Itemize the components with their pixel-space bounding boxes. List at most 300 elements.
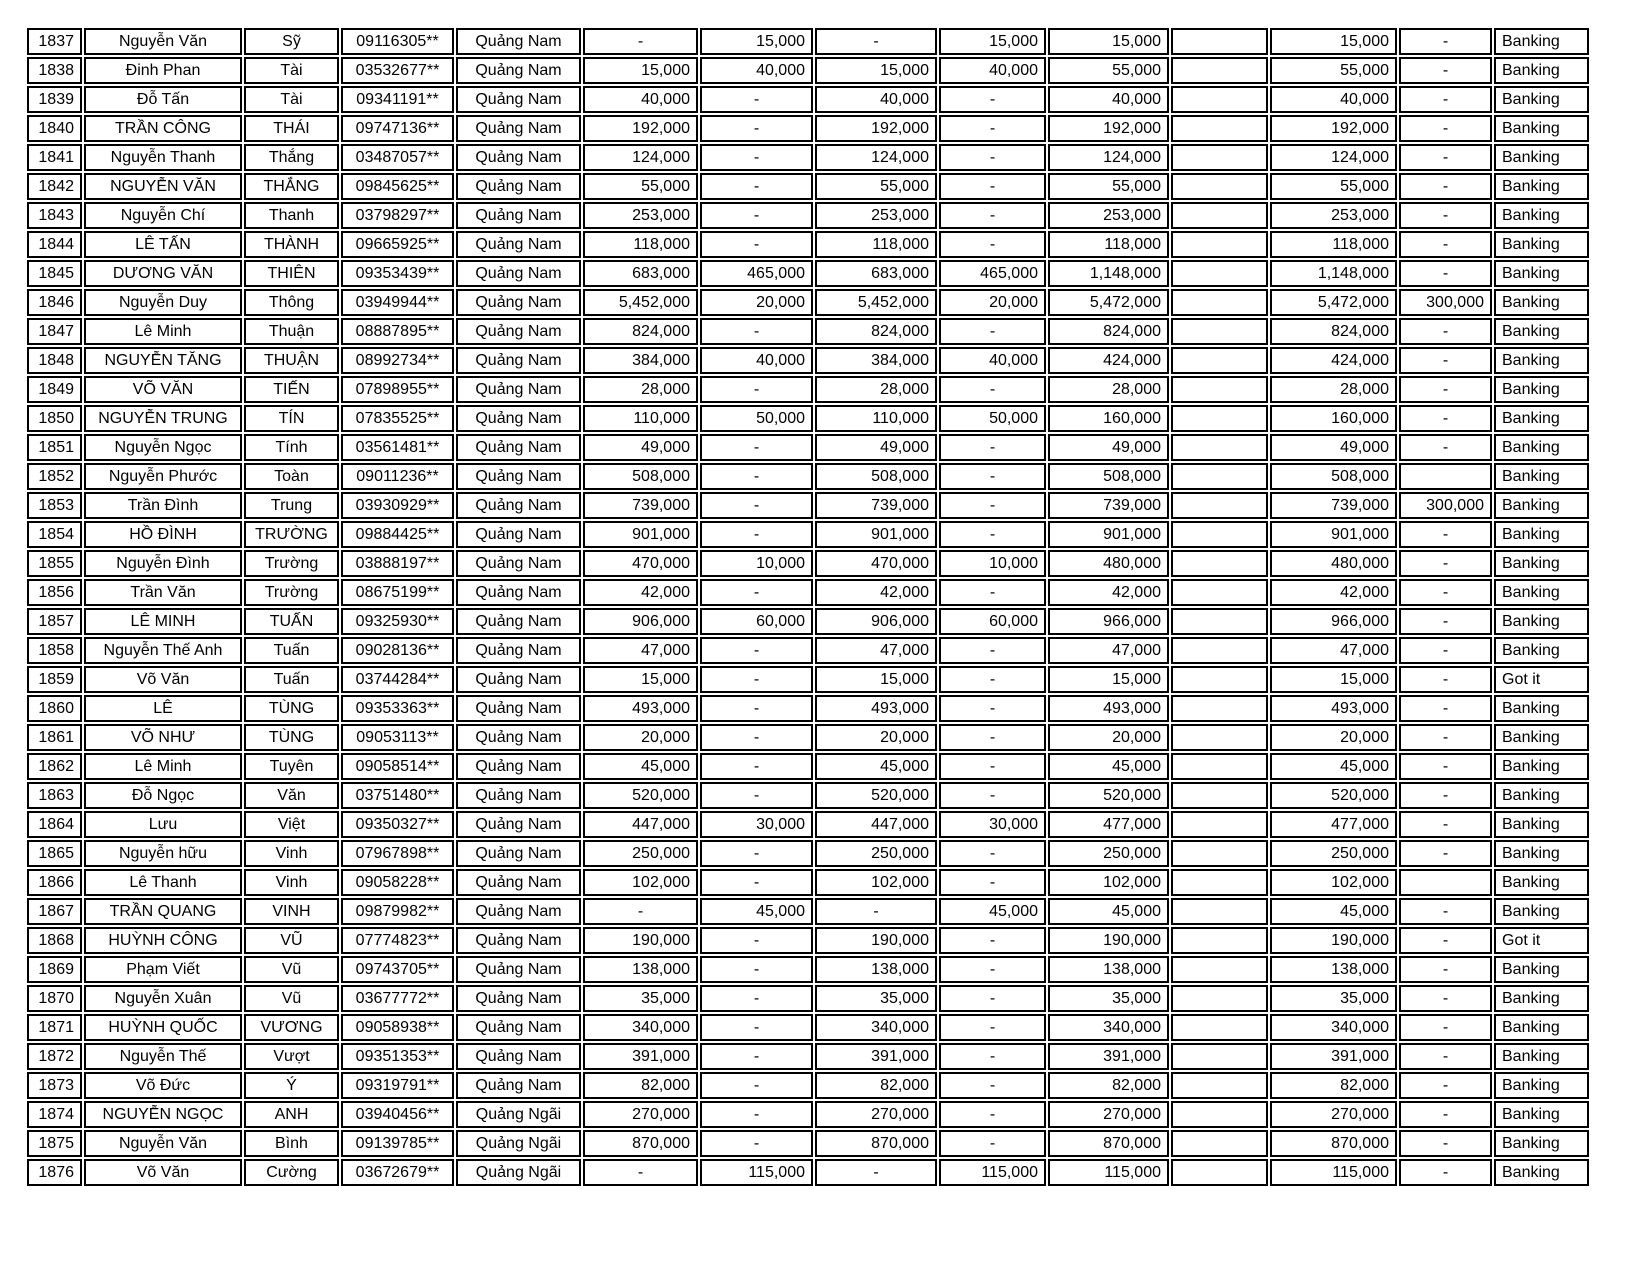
- cell-amount-3[interactable]: -: [815, 1159, 937, 1186]
- cell-amount-4[interactable]: -: [939, 434, 1046, 461]
- cell-first-name[interactable]: VŨ: [244, 927, 339, 954]
- cell-amount-1[interactable]: 384,000: [583, 347, 698, 374]
- cell-amount-3[interactable]: 683,000: [815, 260, 937, 287]
- cell-last-middle-name[interactable]: LÊ: [84, 695, 242, 722]
- cell-amount-2[interactable]: -: [700, 666, 813, 693]
- cell-amount-3[interactable]: 102,000: [815, 869, 937, 896]
- cell-amount-4[interactable]: -: [939, 521, 1046, 548]
- cell-amount-3[interactable]: 906,000: [815, 608, 937, 635]
- cell-total-confirm[interactable]: 966,000: [1270, 608, 1397, 635]
- cell-amount-2[interactable]: -: [700, 782, 813, 809]
- cell-amount-4[interactable]: -: [939, 231, 1046, 258]
- cell-amount-3[interactable]: 45,000: [815, 753, 937, 780]
- cell-status[interactable]: Banking: [1494, 57, 1589, 84]
- cell-amount-3[interactable]: 55,000: [815, 173, 937, 200]
- cell-phone-masked[interactable]: 09325930**: [341, 608, 454, 635]
- cell-amount-2[interactable]: -: [700, 318, 813, 345]
- cell-total[interactable]: 5,472,000: [1048, 289, 1169, 316]
- cell-amount-2[interactable]: -: [700, 1043, 813, 1070]
- cell-blank[interactable]: [1171, 1159, 1268, 1186]
- cell-total-confirm[interactable]: 115,000: [1270, 1159, 1397, 1186]
- cell-first-name[interactable]: THẮNG: [244, 173, 339, 200]
- cell-total-confirm[interactable]: 82,000: [1270, 1072, 1397, 1099]
- cell-first-name[interactable]: VƯƠNG: [244, 1014, 339, 1041]
- cell-amount-1[interactable]: -: [583, 898, 698, 925]
- cell-amount-3[interactable]: 49,000: [815, 434, 937, 461]
- cell-amount-3[interactable]: 35,000: [815, 985, 937, 1012]
- cell-province[interactable]: Quảng Nam: [456, 550, 581, 577]
- cell-note-amount[interactable]: -: [1399, 840, 1492, 867]
- cell-first-name[interactable]: Trung: [244, 492, 339, 519]
- cell-total-confirm[interactable]: 102,000: [1270, 869, 1397, 896]
- cell-last-middle-name[interactable]: DƯƠNG VĂN: [84, 260, 242, 287]
- cell-total[interactable]: 45,000: [1048, 753, 1169, 780]
- cell-last-middle-name[interactable]: Nguyễn Thế Anh: [84, 637, 242, 664]
- cell-province[interactable]: Quảng Nam: [456, 376, 581, 403]
- cell-blank[interactable]: [1171, 202, 1268, 229]
- cell-row-id[interactable]: 1862: [27, 753, 82, 780]
- cell-note-amount[interactable]: -: [1399, 753, 1492, 780]
- cell-note-amount[interactable]: -: [1399, 985, 1492, 1012]
- cell-total-confirm[interactable]: 508,000: [1270, 463, 1397, 490]
- cell-row-id[interactable]: 1873: [27, 1072, 82, 1099]
- cell-amount-3[interactable]: 447,000: [815, 811, 937, 838]
- cell-total-confirm[interactable]: 42,000: [1270, 579, 1397, 606]
- cell-blank[interactable]: [1171, 28, 1268, 55]
- cell-note-amount[interactable]: 300,000: [1399, 492, 1492, 519]
- cell-blank[interactable]: [1171, 376, 1268, 403]
- cell-phone-masked[interactable]: 09116305**: [341, 28, 454, 55]
- cell-phone-masked[interactable]: 08992734**: [341, 347, 454, 374]
- cell-blank[interactable]: [1171, 637, 1268, 664]
- cell-amount-1[interactable]: 447,000: [583, 811, 698, 838]
- cell-first-name[interactable]: TIẾN: [244, 376, 339, 403]
- cell-phone-masked[interactable]: 08675199**: [341, 579, 454, 606]
- cell-amount-4[interactable]: -: [939, 376, 1046, 403]
- cell-blank[interactable]: [1171, 260, 1268, 287]
- cell-total[interactable]: 138,000: [1048, 956, 1169, 983]
- cell-amount-4[interactable]: -: [939, 869, 1046, 896]
- cell-amount-4[interactable]: -: [939, 637, 1046, 664]
- cell-amount-1[interactable]: 520,000: [583, 782, 698, 809]
- cell-phone-masked[interactable]: 09747136**: [341, 115, 454, 142]
- cell-last-middle-name[interactable]: Nguyễn Văn: [84, 1130, 242, 1157]
- cell-amount-2[interactable]: -: [700, 492, 813, 519]
- cell-row-id[interactable]: 1858: [27, 637, 82, 664]
- cell-status[interactable]: Banking: [1494, 1072, 1589, 1099]
- cell-status[interactable]: Banking: [1494, 521, 1589, 548]
- cell-total[interactable]: 45,000: [1048, 898, 1169, 925]
- cell-amount-2[interactable]: 50,000: [700, 405, 813, 432]
- cell-last-middle-name[interactable]: Nguyễn Chí: [84, 202, 242, 229]
- cell-status[interactable]: Banking: [1494, 318, 1589, 345]
- cell-last-middle-name[interactable]: Lê Thanh: [84, 869, 242, 896]
- cell-total-confirm[interactable]: 45,000: [1270, 898, 1397, 925]
- cell-total-confirm[interactable]: 124,000: [1270, 144, 1397, 171]
- cell-last-middle-name[interactable]: Nguyễn Đình: [84, 550, 242, 577]
- cell-amount-2[interactable]: -: [700, 1014, 813, 1041]
- cell-province[interactable]: Quảng Ngãi: [456, 1101, 581, 1128]
- cell-total[interactable]: 480,000: [1048, 550, 1169, 577]
- cell-last-middle-name[interactable]: NGUYỄN NGỌC: [84, 1101, 242, 1128]
- cell-phone-masked[interactable]: 03532677**: [341, 57, 454, 84]
- cell-note-amount[interactable]: -: [1399, 318, 1492, 345]
- cell-province[interactable]: Quảng Nam: [456, 1014, 581, 1041]
- cell-status[interactable]: Banking: [1494, 724, 1589, 751]
- cell-amount-1[interactable]: 5,452,000: [583, 289, 698, 316]
- cell-amount-4[interactable]: -: [939, 1101, 1046, 1128]
- cell-total[interactable]: 42,000: [1048, 579, 1169, 606]
- cell-amount-1[interactable]: 391,000: [583, 1043, 698, 1070]
- cell-blank[interactable]: [1171, 579, 1268, 606]
- cell-last-middle-name[interactable]: NGUYỄN TRUNG: [84, 405, 242, 432]
- cell-row-id[interactable]: 1857: [27, 608, 82, 635]
- cell-amount-4[interactable]: -: [939, 1072, 1046, 1099]
- cell-amount-4[interactable]: -: [939, 1014, 1046, 1041]
- cell-province[interactable]: Quảng Nam: [456, 666, 581, 693]
- cell-first-name[interactable]: Sỹ: [244, 28, 339, 55]
- cell-total[interactable]: 477,000: [1048, 811, 1169, 838]
- cell-total-confirm[interactable]: 35,000: [1270, 985, 1397, 1012]
- cell-province[interactable]: Quảng Nam: [456, 260, 581, 287]
- cell-amount-2[interactable]: -: [700, 173, 813, 200]
- cell-amount-1[interactable]: 15,000: [583, 666, 698, 693]
- cell-total[interactable]: 40,000: [1048, 86, 1169, 113]
- cell-status[interactable]: Banking: [1494, 405, 1589, 432]
- cell-row-id[interactable]: 1872: [27, 1043, 82, 1070]
- cell-province[interactable]: Quảng Nam: [456, 347, 581, 374]
- cell-amount-2[interactable]: -: [700, 144, 813, 171]
- cell-row-id[interactable]: 1838: [27, 57, 82, 84]
- cell-note-amount[interactable]: -: [1399, 1043, 1492, 1070]
- cell-status[interactable]: Banking: [1494, 1043, 1589, 1070]
- cell-row-id[interactable]: 1870: [27, 985, 82, 1012]
- cell-row-id[interactable]: 1865: [27, 840, 82, 867]
- cell-phone-masked[interactable]: 09319791**: [341, 1072, 454, 1099]
- cell-last-middle-name[interactable]: Đỗ Tấn: [84, 86, 242, 113]
- cell-first-name[interactable]: TUẤN: [244, 608, 339, 635]
- cell-province[interactable]: Quảng Nam: [456, 289, 581, 316]
- cell-total-confirm[interactable]: 55,000: [1270, 173, 1397, 200]
- cell-last-middle-name[interactable]: Nguyễn Ngọc: [84, 434, 242, 461]
- cell-first-name[interactable]: TÙNG: [244, 724, 339, 751]
- cell-amount-4[interactable]: -: [939, 115, 1046, 142]
- cell-amount-3[interactable]: 138,000: [815, 956, 937, 983]
- cell-province[interactable]: Quảng Nam: [456, 811, 581, 838]
- cell-row-id[interactable]: 1849: [27, 376, 82, 403]
- cell-amount-2[interactable]: -: [700, 376, 813, 403]
- cell-first-name[interactable]: Thắng: [244, 144, 339, 171]
- cell-last-middle-name[interactable]: Nguyễn Phước: [84, 463, 242, 490]
- cell-phone-masked[interactable]: 09353363**: [341, 695, 454, 722]
- cell-note-amount[interactable]: -: [1399, 898, 1492, 925]
- cell-row-id[interactable]: 1847: [27, 318, 82, 345]
- cell-note-amount[interactable]: -: [1399, 1014, 1492, 1041]
- cell-total-confirm[interactable]: 250,000: [1270, 840, 1397, 867]
- cell-blank[interactable]: [1171, 869, 1268, 896]
- cell-total-confirm[interactable]: 340,000: [1270, 1014, 1397, 1041]
- cell-total[interactable]: 102,000: [1048, 869, 1169, 896]
- cell-first-name[interactable]: THÁI: [244, 115, 339, 142]
- cell-total[interactable]: 870,000: [1048, 1130, 1169, 1157]
- cell-note-amount[interactable]: -: [1399, 1072, 1492, 1099]
- cell-status[interactable]: Banking: [1494, 956, 1589, 983]
- cell-total-confirm[interactable]: 493,000: [1270, 695, 1397, 722]
- cell-phone-masked[interactable]: 09884425**: [341, 521, 454, 548]
- cell-amount-1[interactable]: 253,000: [583, 202, 698, 229]
- cell-amount-1[interactable]: 138,000: [583, 956, 698, 983]
- cell-note-amount[interactable]: -: [1399, 115, 1492, 142]
- cell-amount-3[interactable]: 15,000: [815, 666, 937, 693]
- cell-note-amount[interactable]: -: [1399, 231, 1492, 258]
- cell-amount-3[interactable]: 28,000: [815, 376, 937, 403]
- cell-note-amount[interactable]: -: [1399, 1130, 1492, 1157]
- cell-amount-1[interactable]: 49,000: [583, 434, 698, 461]
- cell-note-amount[interactable]: -: [1399, 202, 1492, 229]
- cell-amount-3[interactable]: 870,000: [815, 1130, 937, 1157]
- cell-total-confirm[interactable]: 28,000: [1270, 376, 1397, 403]
- cell-province[interactable]: Quảng Nam: [456, 434, 581, 461]
- cell-total-confirm[interactable]: 901,000: [1270, 521, 1397, 548]
- cell-status[interactable]: Banking: [1494, 1101, 1589, 1128]
- cell-phone-masked[interactable]: 09028136**: [341, 637, 454, 664]
- cell-total[interactable]: 520,000: [1048, 782, 1169, 809]
- cell-amount-2[interactable]: -: [700, 724, 813, 751]
- cell-status[interactable]: Banking: [1494, 811, 1589, 838]
- cell-amount-3[interactable]: 47,000: [815, 637, 937, 664]
- cell-amount-2[interactable]: -: [700, 115, 813, 142]
- cell-row-id[interactable]: 1850: [27, 405, 82, 432]
- cell-row-id[interactable]: 1841: [27, 144, 82, 171]
- cell-amount-1[interactable]: 683,000: [583, 260, 698, 287]
- cell-amount-4[interactable]: -: [939, 492, 1046, 519]
- cell-first-name[interactable]: Tuấn: [244, 637, 339, 664]
- cell-total[interactable]: 391,000: [1048, 1043, 1169, 1070]
- cell-note-amount[interactable]: -: [1399, 405, 1492, 432]
- cell-phone-masked[interactable]: 09351353**: [341, 1043, 454, 1070]
- cell-amount-4[interactable]: -: [939, 1043, 1046, 1070]
- cell-last-middle-name[interactable]: Võ Văn: [84, 666, 242, 693]
- cell-last-middle-name[interactable]: Nguyễn Thanh: [84, 144, 242, 171]
- cell-phone-masked[interactable]: 07898955**: [341, 376, 454, 403]
- cell-amount-2[interactable]: -: [700, 86, 813, 113]
- cell-total-confirm[interactable]: 55,000: [1270, 57, 1397, 84]
- cell-phone-masked[interactable]: 03561481**: [341, 434, 454, 461]
- cell-amount-3[interactable]: 470,000: [815, 550, 937, 577]
- cell-amount-1[interactable]: 739,000: [583, 492, 698, 519]
- cell-province[interactable]: Quảng Nam: [456, 840, 581, 867]
- cell-status[interactable]: Banking: [1494, 753, 1589, 780]
- cell-note-amount[interactable]: -: [1399, 1159, 1492, 1186]
- cell-amount-2[interactable]: 40,000: [700, 347, 813, 374]
- cell-blank[interactable]: [1171, 724, 1268, 751]
- cell-amount-4[interactable]: -: [939, 202, 1046, 229]
- cell-amount-3[interactable]: 384,000: [815, 347, 937, 374]
- cell-first-name[interactable]: THUẬN: [244, 347, 339, 374]
- cell-first-name[interactable]: Thanh: [244, 202, 339, 229]
- cell-note-amount[interactable]: -: [1399, 724, 1492, 751]
- cell-amount-2[interactable]: 30,000: [700, 811, 813, 838]
- cell-first-name[interactable]: Vũ: [244, 985, 339, 1012]
- cell-row-id[interactable]: 1843: [27, 202, 82, 229]
- cell-amount-3[interactable]: 124,000: [815, 144, 937, 171]
- cell-province[interactable]: Quảng Nam: [456, 695, 581, 722]
- cell-first-name[interactable]: ANH: [244, 1101, 339, 1128]
- cell-amount-1[interactable]: 118,000: [583, 231, 698, 258]
- cell-row-id[interactable]: 1869: [27, 956, 82, 983]
- cell-first-name[interactable]: Vũ: [244, 956, 339, 983]
- cell-amount-1[interactable]: 906,000: [583, 608, 698, 635]
- cell-province[interactable]: Quảng Nam: [456, 985, 581, 1012]
- cell-last-middle-name[interactable]: Đinh Phan: [84, 57, 242, 84]
- cell-total[interactable]: 15,000: [1048, 666, 1169, 693]
- cell-total-confirm[interactable]: 192,000: [1270, 115, 1397, 142]
- cell-total[interactable]: 190,000: [1048, 927, 1169, 954]
- cell-blank[interactable]: [1171, 405, 1268, 432]
- cell-amount-1[interactable]: 270,000: [583, 1101, 698, 1128]
- cell-total-confirm[interactable]: 739,000: [1270, 492, 1397, 519]
- cell-phone-masked[interactable]: 09011236**: [341, 463, 454, 490]
- cell-status[interactable]: Banking: [1494, 173, 1589, 200]
- cell-last-middle-name[interactable]: Nguyễn Xuân: [84, 985, 242, 1012]
- cell-last-middle-name[interactable]: NGUYỄN VĂN: [84, 173, 242, 200]
- cell-note-amount[interactable]: -: [1399, 927, 1492, 954]
- cell-blank[interactable]: [1171, 492, 1268, 519]
- cell-phone-masked[interactable]: 09058514**: [341, 753, 454, 780]
- cell-last-middle-name[interactable]: Nguyễn Duy: [84, 289, 242, 316]
- cell-amount-3[interactable]: -: [815, 28, 937, 55]
- cell-blank[interactable]: [1171, 173, 1268, 200]
- cell-blank[interactable]: [1171, 144, 1268, 171]
- cell-amount-4[interactable]: 50,000: [939, 405, 1046, 432]
- cell-first-name[interactable]: TRƯỜNG: [244, 521, 339, 548]
- cell-amount-3[interactable]: 82,000: [815, 1072, 937, 1099]
- cell-amount-2[interactable]: -: [700, 1101, 813, 1128]
- cell-blank[interactable]: [1171, 57, 1268, 84]
- cell-row-id[interactable]: 1864: [27, 811, 82, 838]
- cell-row-id[interactable]: 1876: [27, 1159, 82, 1186]
- cell-amount-1[interactable]: 250,000: [583, 840, 698, 867]
- cell-status[interactable]: Banking: [1494, 782, 1589, 809]
- cell-last-middle-name[interactable]: Đỗ Ngọc: [84, 782, 242, 809]
- cell-first-name[interactable]: TÍN: [244, 405, 339, 432]
- cell-amount-2[interactable]: -: [700, 840, 813, 867]
- cell-amount-1[interactable]: 40,000: [583, 86, 698, 113]
- cell-amount-3[interactable]: 391,000: [815, 1043, 937, 1070]
- cell-row-id[interactable]: 1855: [27, 550, 82, 577]
- cell-province[interactable]: Quảng Nam: [456, 173, 581, 200]
- cell-total-confirm[interactable]: 5,472,000: [1270, 289, 1397, 316]
- cell-blank[interactable]: [1171, 1130, 1268, 1157]
- cell-amount-3[interactable]: 253,000: [815, 202, 937, 229]
- cell-amount-4[interactable]: 30,000: [939, 811, 1046, 838]
- cell-amount-4[interactable]: 20,000: [939, 289, 1046, 316]
- cell-note-amount[interactable]: -: [1399, 782, 1492, 809]
- cell-note-amount[interactable]: [1399, 463, 1492, 490]
- cell-province[interactable]: Quảng Nam: [456, 579, 581, 606]
- cell-total[interactable]: 424,000: [1048, 347, 1169, 374]
- cell-amount-3[interactable]: 118,000: [815, 231, 937, 258]
- cell-blank[interactable]: [1171, 840, 1268, 867]
- cell-status[interactable]: Banking: [1494, 840, 1589, 867]
- cell-status[interactable]: Banking: [1494, 1014, 1589, 1041]
- cell-last-middle-name[interactable]: HỒ ĐÌNH: [84, 521, 242, 548]
- cell-note-amount[interactable]: -: [1399, 86, 1492, 113]
- cell-amount-2[interactable]: -: [700, 956, 813, 983]
- cell-note-amount[interactable]: -: [1399, 811, 1492, 838]
- cell-blank[interactable]: [1171, 608, 1268, 635]
- cell-note-amount[interactable]: -: [1399, 521, 1492, 548]
- cell-province[interactable]: Quảng Nam: [456, 724, 581, 751]
- cell-row-id[interactable]: 1875: [27, 1130, 82, 1157]
- cell-amount-1[interactable]: 20,000: [583, 724, 698, 751]
- cell-amount-4[interactable]: 15,000: [939, 28, 1046, 55]
- cell-first-name[interactable]: Tài: [244, 57, 339, 84]
- cell-amount-4[interactable]: -: [939, 666, 1046, 693]
- cell-status[interactable]: Banking: [1494, 869, 1589, 896]
- cell-row-id[interactable]: 1868: [27, 927, 82, 954]
- cell-amount-4[interactable]: 40,000: [939, 347, 1046, 374]
- cell-total-confirm[interactable]: 391,000: [1270, 1043, 1397, 1070]
- cell-note-amount[interactable]: -: [1399, 376, 1492, 403]
- cell-status[interactable]: Banking: [1494, 985, 1589, 1012]
- cell-row-id[interactable]: 1861: [27, 724, 82, 751]
- cell-note-amount[interactable]: -: [1399, 695, 1492, 722]
- cell-last-middle-name[interactable]: VÕ NHƯ: [84, 724, 242, 751]
- cell-status[interactable]: Banking: [1494, 463, 1589, 490]
- cell-note-amount[interactable]: -: [1399, 666, 1492, 693]
- cell-first-name[interactable]: Vượt: [244, 1043, 339, 1070]
- cell-total[interactable]: 192,000: [1048, 115, 1169, 142]
- cell-province[interactable]: Quảng Ngãi: [456, 1159, 581, 1186]
- cell-phone-masked[interactable]: 09058938**: [341, 1014, 454, 1041]
- cell-amount-1[interactable]: 124,000: [583, 144, 698, 171]
- cell-blank[interactable]: [1171, 666, 1268, 693]
- cell-note-amount[interactable]: -: [1399, 608, 1492, 635]
- cell-phone-masked[interactable]: 09139785**: [341, 1130, 454, 1157]
- cell-amount-3[interactable]: 40,000: [815, 86, 937, 113]
- cell-province[interactable]: Quảng Nam: [456, 608, 581, 635]
- cell-amount-1[interactable]: 192,000: [583, 115, 698, 142]
- cell-row-id[interactable]: 1848: [27, 347, 82, 374]
- cell-amount-2[interactable]: -: [700, 637, 813, 664]
- cell-amount-4[interactable]: -: [939, 579, 1046, 606]
- cell-total-confirm[interactable]: 824,000: [1270, 318, 1397, 345]
- cell-amount-4[interactable]: -: [939, 985, 1046, 1012]
- cell-phone-masked[interactable]: 09879982**: [341, 898, 454, 925]
- cell-amount-4[interactable]: 10,000: [939, 550, 1046, 577]
- cell-total[interactable]: 160,000: [1048, 405, 1169, 432]
- cell-status[interactable]: Banking: [1494, 86, 1589, 113]
- cell-row-id[interactable]: 1840: [27, 115, 82, 142]
- cell-amount-2[interactable]: -: [700, 1072, 813, 1099]
- cell-amount-3[interactable]: 508,000: [815, 463, 937, 490]
- cell-province[interactable]: Quảng Nam: [456, 492, 581, 519]
- cell-first-name[interactable]: THÀNH: [244, 231, 339, 258]
- cell-last-middle-name[interactable]: LÊ MINH: [84, 608, 242, 635]
- cell-status[interactable]: Banking: [1494, 434, 1589, 461]
- cell-note-amount[interactable]: -: [1399, 260, 1492, 287]
- cell-total[interactable]: 20,000: [1048, 724, 1169, 751]
- cell-amount-2[interactable]: -: [700, 521, 813, 548]
- cell-last-middle-name[interactable]: LÊ TẤN: [84, 231, 242, 258]
- cell-status[interactable]: Banking: [1494, 347, 1589, 374]
- cell-amount-1[interactable]: 340,000: [583, 1014, 698, 1041]
- cell-amount-1[interactable]: 28,000: [583, 376, 698, 403]
- cell-total-confirm[interactable]: 20,000: [1270, 724, 1397, 751]
- cell-note-amount[interactable]: -: [1399, 57, 1492, 84]
- cell-province[interactable]: Quảng Nam: [456, 86, 581, 113]
